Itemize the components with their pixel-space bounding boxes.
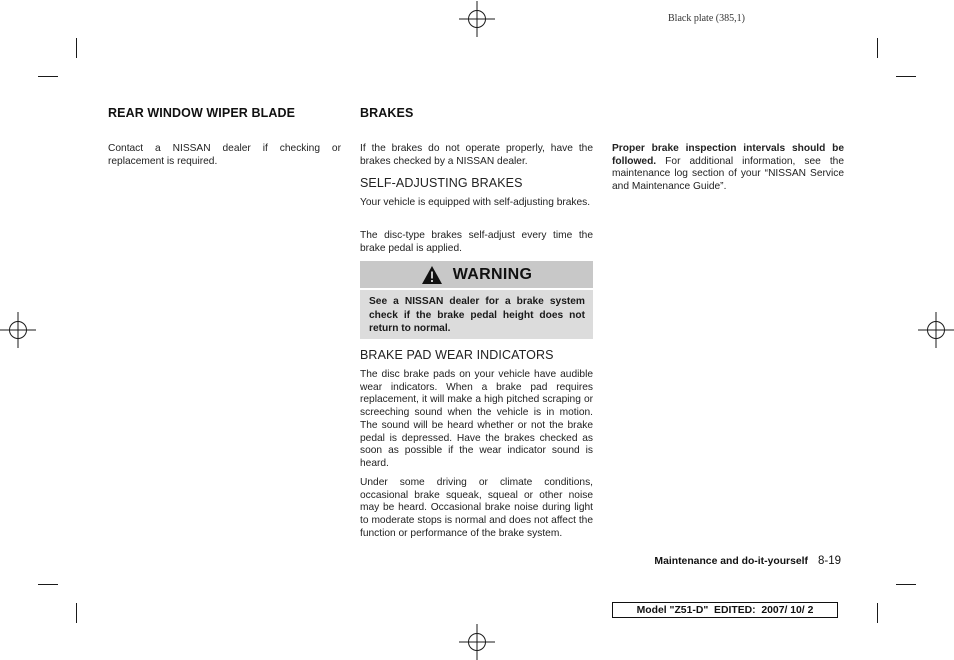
- self-adjusting-p1: Your vehicle is equipped with self-adjusting brakes.: [360, 197, 591, 208]
- crop-mark-bottom-left-v: [76, 603, 77, 623]
- crop-mark-bottom-right-v: [877, 603, 878, 623]
- self-adjusting-p2: The disc-type brakes self-adjust every time the brake pedal is applied.: [360, 230, 593, 254]
- warning-body: [360, 290, 593, 339]
- crop-mark-top-left-h: [38, 76, 58, 77]
- rear-window-wiper-heading: REAR WINDOW WIPER BLADE: [108, 106, 296, 120]
- inspection-intervals-rest: For additional information, see the maintenance log section of your “NISSAN Service and Maintenance Guide”.: [612, 155, 844, 193]
- crop-mark-bottom-right-h: [896, 584, 916, 585]
- plate-label: Black plate (385,1): [668, 13, 745, 24]
- registration-crosshair-icon: [918, 312, 954, 348]
- crop-mark-top-left-v: [76, 38, 77, 58]
- brake-pad-wear-title: BRAKE PAD WEAR INDICATORS: [360, 348, 554, 362]
- page-number: 8-19: [818, 555, 842, 567]
- crop-mark-top-right-h: [896, 76, 916, 77]
- inspection-intervals-bold: Proper brake inspection intervals should be followed.: [612, 143, 844, 167]
- brakes-heading: BRAKES: [360, 106, 414, 120]
- brake-pad-wear-p2: Under some driving or climate conditions, occasional brake squeak, squeal or other noise may be heard. Occasional brake noise during light to moderate stops is normal and does not affect the function or performance of the brake system.: [360, 477, 593, 539]
- registration-crosshair-icon: [459, 624, 495, 660]
- registration-crosshair-icon: [0, 312, 36, 348]
- rear-window-wiper-text: Contact a NISSAN dealer if checking or replacement is required.: [108, 143, 341, 167]
- warning-triangle-icon: [421, 265, 443, 285]
- crop-mark-top-right-v: [877, 38, 878, 58]
- model-edit-text: Model "Z51-D" EDITED: 2007/ 10/ 2: [636, 604, 814, 616]
- inspection-intervals-text: [612, 143, 844, 194]
- warning-title: WARNING: [452, 265, 533, 283]
- brakes-intro: If the brakes do not operate properly, have the brakes checked by a NISSAN dealer.: [360, 143, 593, 167]
- footer-section-title: Maintenance and do-it-yourself: [654, 556, 808, 567]
- warning-header: [360, 261, 593, 288]
- warning-text: See a NISSAN dealer for a brake system check if the brake pedal height does not return to normal.: [369, 296, 585, 334]
- brake-pad-wear-p1: The disc brake pads on your vehicle have audible wear indicators. When a brake pad requires replacement, it will make a high pitched scraping or screeching sound when the vehicle is in motion. The sound will be heard whether or not the brake pedal is depressed. Have the brakes checked as soon as possible if the wear indicator sound is heard.: [360, 369, 593, 469]
- registration-crosshair-icon: [459, 1, 495, 37]
- self-adjusting-brakes-title: SELF-ADJUSTING BRAKES: [360, 176, 523, 190]
- model-edit-box: [612, 602, 838, 618]
- crop-mark-bottom-left-h: [38, 584, 58, 585]
